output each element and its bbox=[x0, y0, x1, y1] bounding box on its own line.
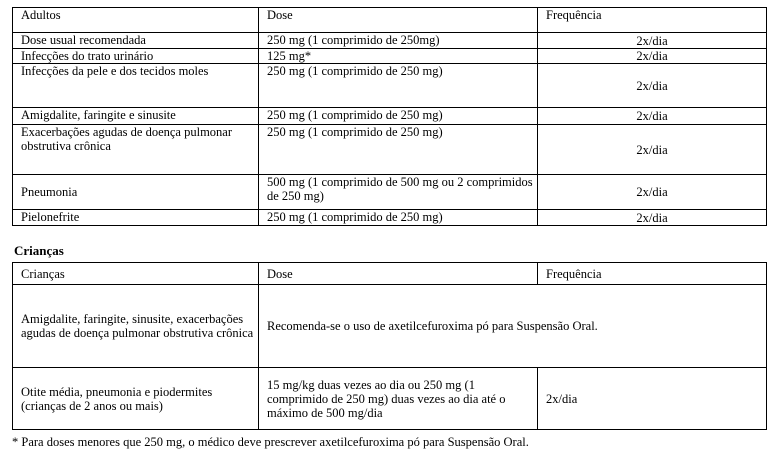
frequency-cell: 2x/dia bbox=[538, 175, 767, 210]
table-row bbox=[13, 49, 767, 64]
table-row bbox=[13, 368, 767, 430]
table-row bbox=[13, 285, 767, 368]
table-row bbox=[13, 64, 767, 108]
indication-cell: Pneumonia bbox=[13, 175, 259, 210]
dose-cell: 250 mg (1 comprimido de 250 mg) bbox=[259, 64, 538, 108]
dose-cell: 250 mg (1 comprimido de 250 mg) bbox=[259, 210, 538, 226]
dose-cell: Recomenda-se o uso de axetilcefuroxima pó para Suspensão Oral. bbox=[259, 285, 767, 368]
footnote: * Para doses menores que 250 mg, o médico deve prescrever axetilcefuroxima pó para Suspensão Oral. bbox=[12, 435, 529, 449]
frequency-cell: 2x/dia bbox=[538, 108, 767, 125]
dose-cell: 250 mg (1 comprimido de 250 mg) bbox=[259, 125, 538, 175]
children-dosage-table bbox=[12, 262, 767, 430]
dose-cell: 125 mg* bbox=[259, 49, 538, 64]
indication-cell: Infecções da pele e dos tecidos moles bbox=[13, 64, 259, 108]
table-row bbox=[13, 125, 767, 175]
frequency-cell: 2x/dia bbox=[538, 64, 767, 108]
dose-cell: 250 mg (1 comprimido de 250mg) bbox=[259, 33, 538, 49]
header-cell: Frequência bbox=[538, 263, 767, 285]
frequency-cell: 2x/dia bbox=[538, 210, 767, 226]
frequency-cell: 2x/dia bbox=[538, 33, 767, 49]
header-cell: Frequência bbox=[538, 8, 767, 33]
frequency-cell: 2x/dia bbox=[538, 125, 767, 175]
frequency-cell: 2x/dia bbox=[538, 49, 767, 64]
indication-cell: Amigdalite, faringite e sinusite bbox=[13, 108, 259, 125]
table-row bbox=[13, 108, 767, 125]
indication-cell: Pielonefrite bbox=[13, 210, 259, 226]
header-cell: Crianças bbox=[13, 263, 259, 285]
frequency-cell: 2x/dia bbox=[538, 368, 767, 430]
table-row bbox=[13, 210, 767, 226]
dose-cell: 500 mg (1 comprimido de 500 mg ou 2 comprimidos de 250 mg) bbox=[259, 175, 538, 210]
table-row bbox=[13, 33, 767, 49]
indication-cell: Otite média, pneumonia e piodermites (crianças de 2 anos ou mais) bbox=[13, 368, 259, 430]
indication-cell: Exacerbações agudas de doença pulmonar obstrutiva crônica bbox=[13, 125, 259, 175]
header-cell: Dose bbox=[259, 8, 538, 33]
indication-cell: Amigdalite, faringite, sinusite, exacerbações agudas de doença pulmonar obstrutiva crônica bbox=[13, 285, 259, 368]
indication-cell: Infecções do trato urinário bbox=[13, 49, 259, 64]
dose-cell: 250 mg (1 comprimido de 250 mg) bbox=[259, 108, 538, 125]
indication-cell: Dose usual recomendada bbox=[13, 33, 259, 49]
header-cell: Dose bbox=[259, 263, 538, 285]
adults-dosage-table bbox=[12, 7, 767, 226]
table-header-row bbox=[13, 8, 767, 33]
dose-cell: 15 mg/kg duas vezes ao dia ou 250 mg (1 comprimido de 250 mg) duas vezes ao dia até o máximo de 500 mg/dia bbox=[259, 368, 538, 430]
table-row bbox=[13, 175, 767, 210]
children-section-title: Crianças bbox=[14, 243, 64, 258]
header-cell: Adultos bbox=[13, 8, 259, 33]
table-header-row bbox=[13, 263, 767, 285]
